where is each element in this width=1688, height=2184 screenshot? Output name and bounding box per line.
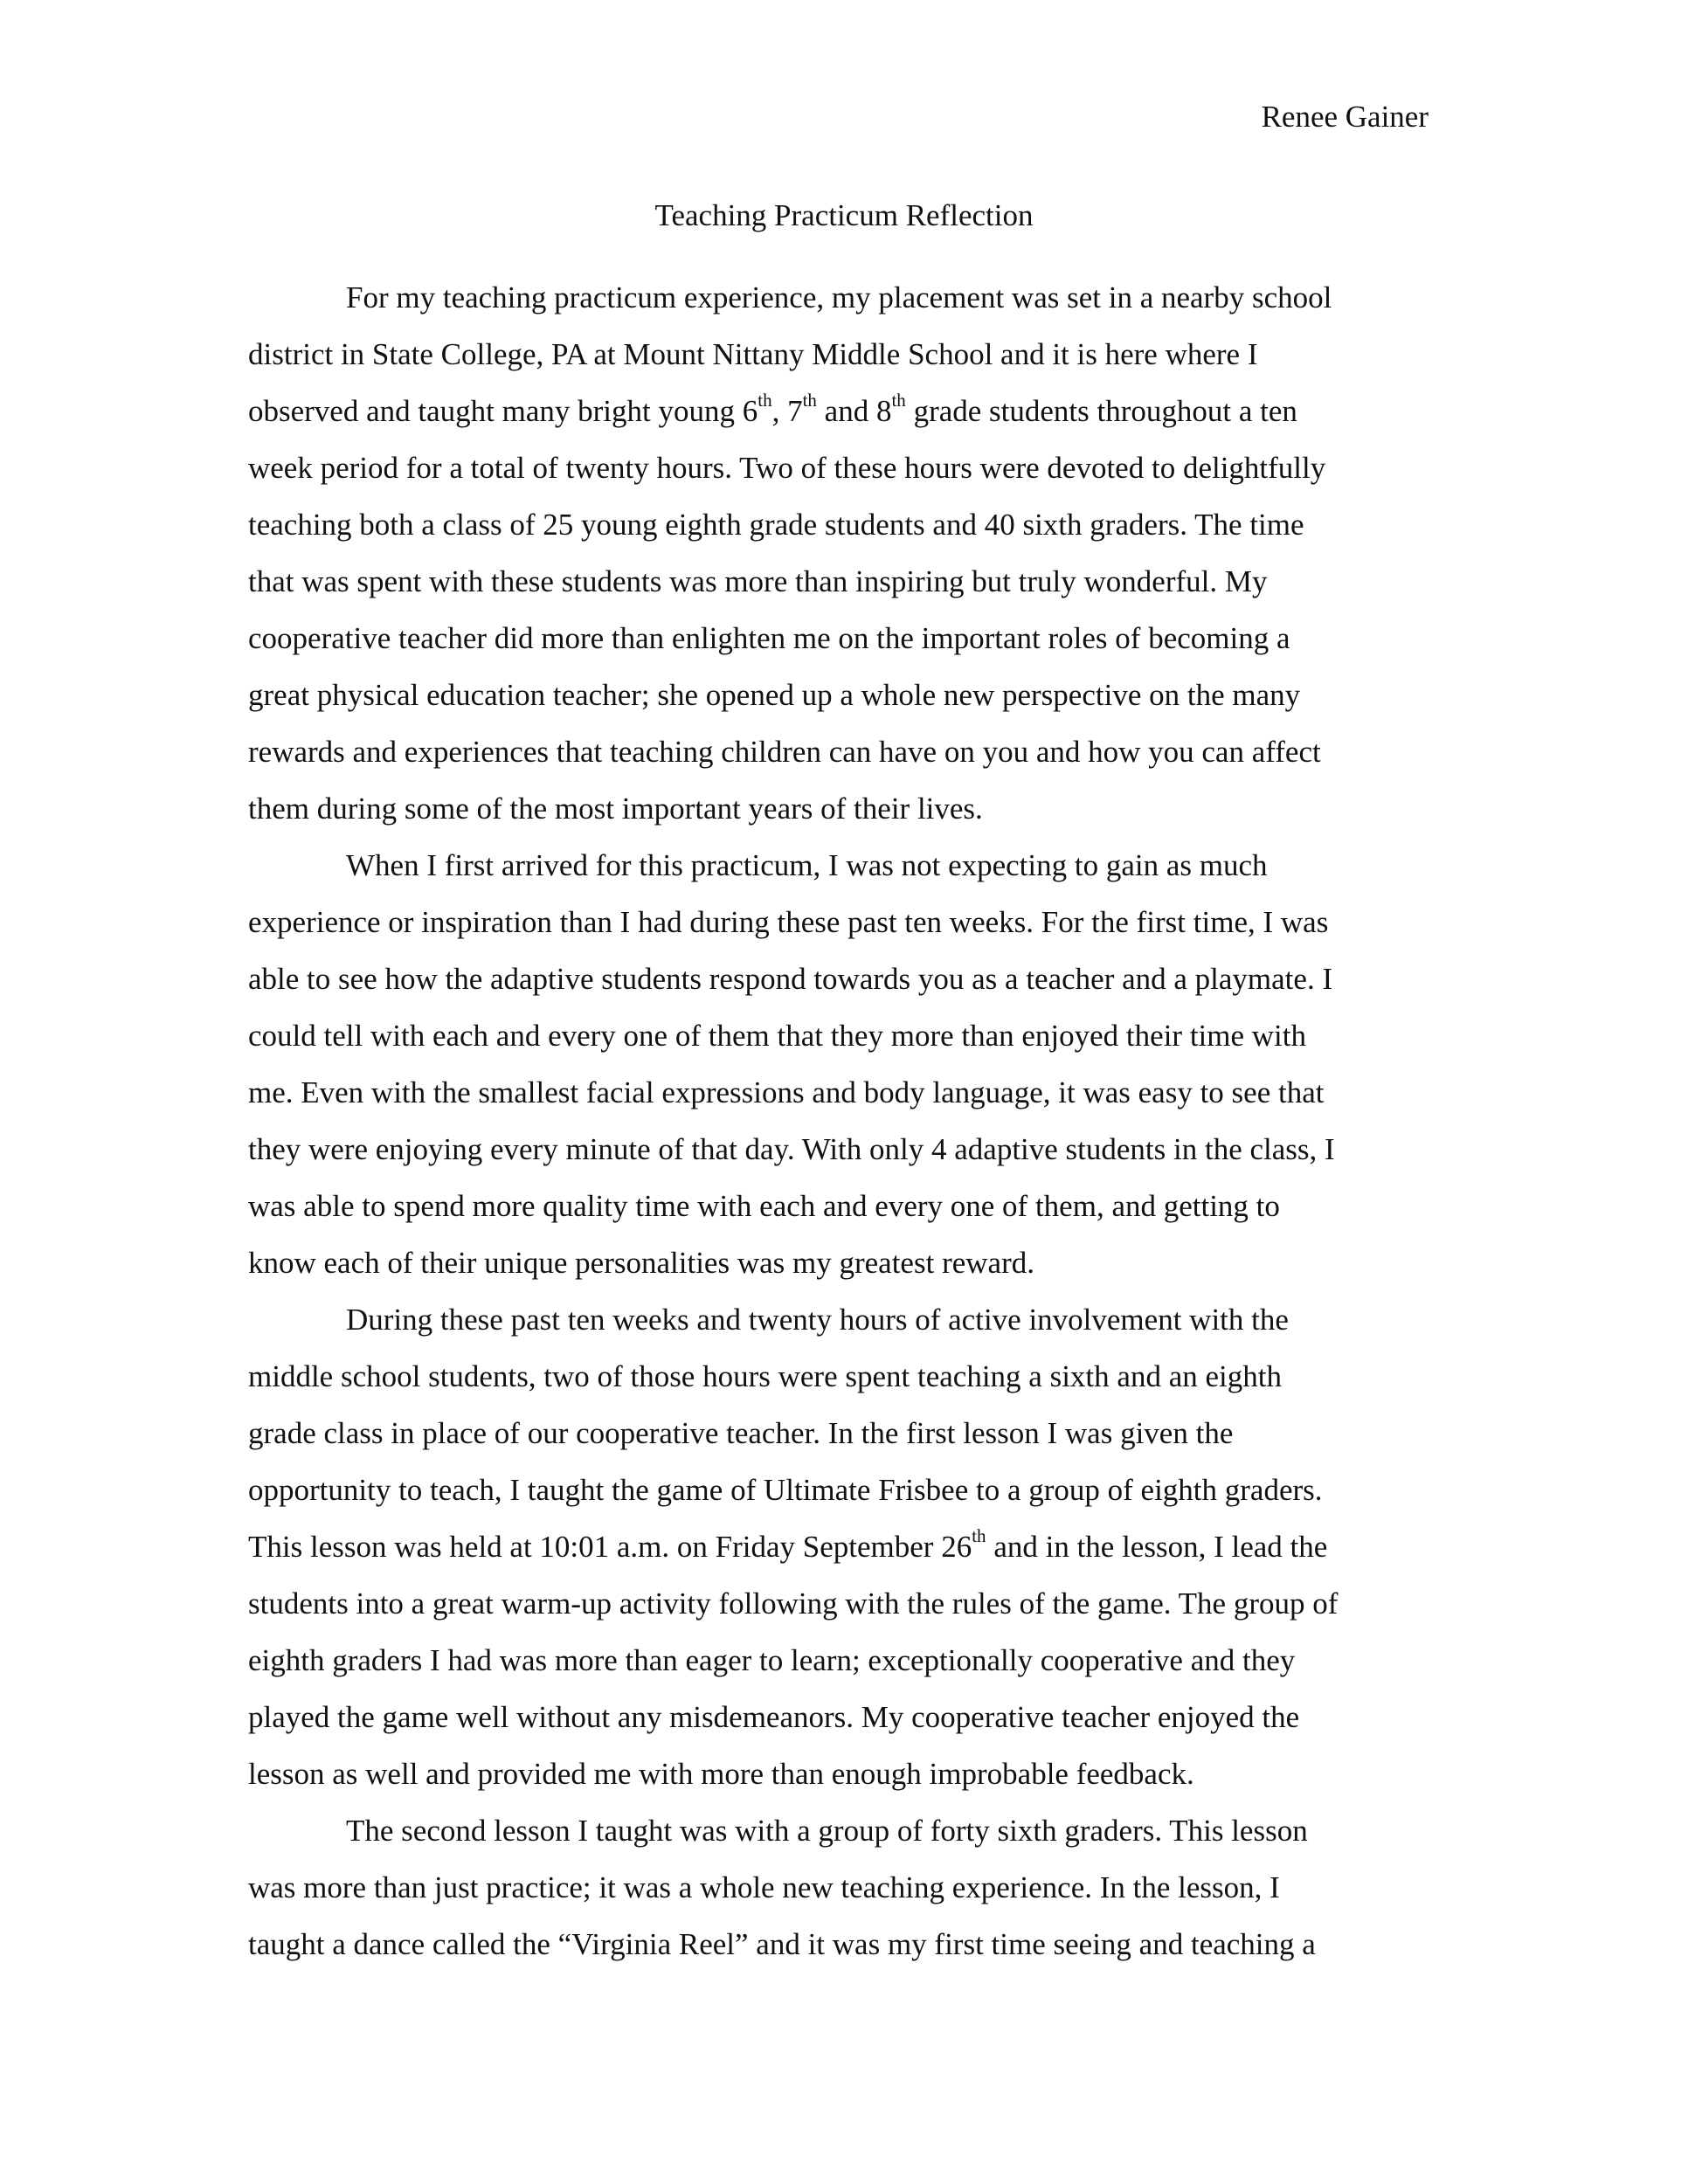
- text-line: teaching both a class of 25 young eighth grade students and 40 sixth graders. The time: [248, 508, 1304, 542]
- text-segment: This lesson was held at 10:01 a.m. on Friday September 26: [248, 1530, 972, 1564]
- text-line: know each of their unique personalities was my greatest reward.: [248, 1246, 1034, 1280]
- text-line: was more than just practice; it was a whole new teaching experience. In the lesson, I: [248, 1870, 1280, 1904]
- author-name: Renee Gainer: [1261, 100, 1429, 134]
- text-line: was able to spend more quality time with each and every one of them, and getting to: [248, 1189, 1280, 1223]
- superscript: th: [802, 390, 817, 411]
- text-line: During these past ten weeks and twenty hours of active involvement with the: [346, 1303, 1289, 1337]
- superscript: th: [891, 390, 906, 411]
- text-line: The second lesson I taught was with a group of forty sixth graders. This lesson: [346, 1814, 1308, 1848]
- text-line: students into a great warm-up activity following with the rules of the game. The group of: [248, 1586, 1339, 1621]
- text-line: me. Even with the smallest facial expressions and body language, it was easy to see that: [248, 1075, 1325, 1109]
- text-line: played the game well without any misdemeanors. My cooperative teacher enjoyed the: [248, 1700, 1300, 1734]
- text-line: week period for a total of twenty hours. Two of these hours were devoted to delightfully: [248, 451, 1326, 485]
- page-title: Teaching Practicum Reflection: [654, 198, 1034, 232]
- text-line: taught a dance called the “Virginia Reel” and it was my first time seeing and teaching a: [248, 1927, 1316, 1961]
- text-line: When I first arrived for this practicum, I was not expecting to gain as much: [346, 848, 1268, 882]
- text-segment: observed and taught many bright young 6: [248, 394, 758, 428]
- text-segment: , 7: [771, 394, 803, 428]
- text-line: they were enjoying every minute of that day. With only 4 adaptive students in the class, I: [248, 1132, 1335, 1166]
- text-line: could tell with each and every one of them that they more than enjoyed their time with: [248, 1019, 1307, 1053]
- text-line: cooperative teacher did more than enlighten me on the important roles of becoming a: [248, 621, 1290, 655]
- text-line: them during some of the most important years of their lives.: [248, 791, 983, 826]
- text-line: opportunity to teach, I taught the game of Ultimate Frisbee to a group of eighth graders.: [248, 1473, 1323, 1507]
- text-line: grade class in place of our cooperative teacher. In the first lesson I was given the: [248, 1416, 1234, 1450]
- text-segment: and in the lesson, I lead the: [986, 1530, 1328, 1564]
- text-line: experience or inspiration than I had during these past ten weeks. For the first time, I was: [248, 905, 1329, 939]
- text-line: district in State College, PA at Mount Nittany Middle School and it is here where I: [248, 337, 1258, 371]
- text-line: For my teaching practicum experience, my placement was set in a nearby school: [346, 280, 1332, 314]
- text-line: lesson as well and provided me with more than enough improbable feedback.: [248, 1757, 1194, 1791]
- text-line: [248, 1518, 1471, 1575]
- text-line: rewards and experiences that teaching children can have on you and how you can affect: [248, 735, 1321, 769]
- text-line: able to see how the adaptive students respond towards you as a teacher and a playmate. I: [248, 962, 1333, 996]
- document-body: [248, 269, 1471, 1973]
- text-segment: grade students throughout a ten: [905, 394, 1297, 428]
- text-line: [248, 383, 1471, 439]
- text-line: eighth graders I had was more than eager to learn; exceptionally cooperative and they: [248, 1643, 1296, 1677]
- text-line: middle school students, two of those hours were spent teaching a sixth and an eighth: [248, 1359, 1282, 1393]
- text-line: that was spent with these students was more than inspiring but truly wonderful. My: [248, 564, 1268, 598]
- text-segment: and 8: [816, 394, 892, 428]
- superscript: th: [972, 1525, 986, 1547]
- superscript: th: [758, 390, 772, 411]
- text-line: great physical education teacher; she opened up a whole new perspective on the many: [248, 678, 1301, 712]
